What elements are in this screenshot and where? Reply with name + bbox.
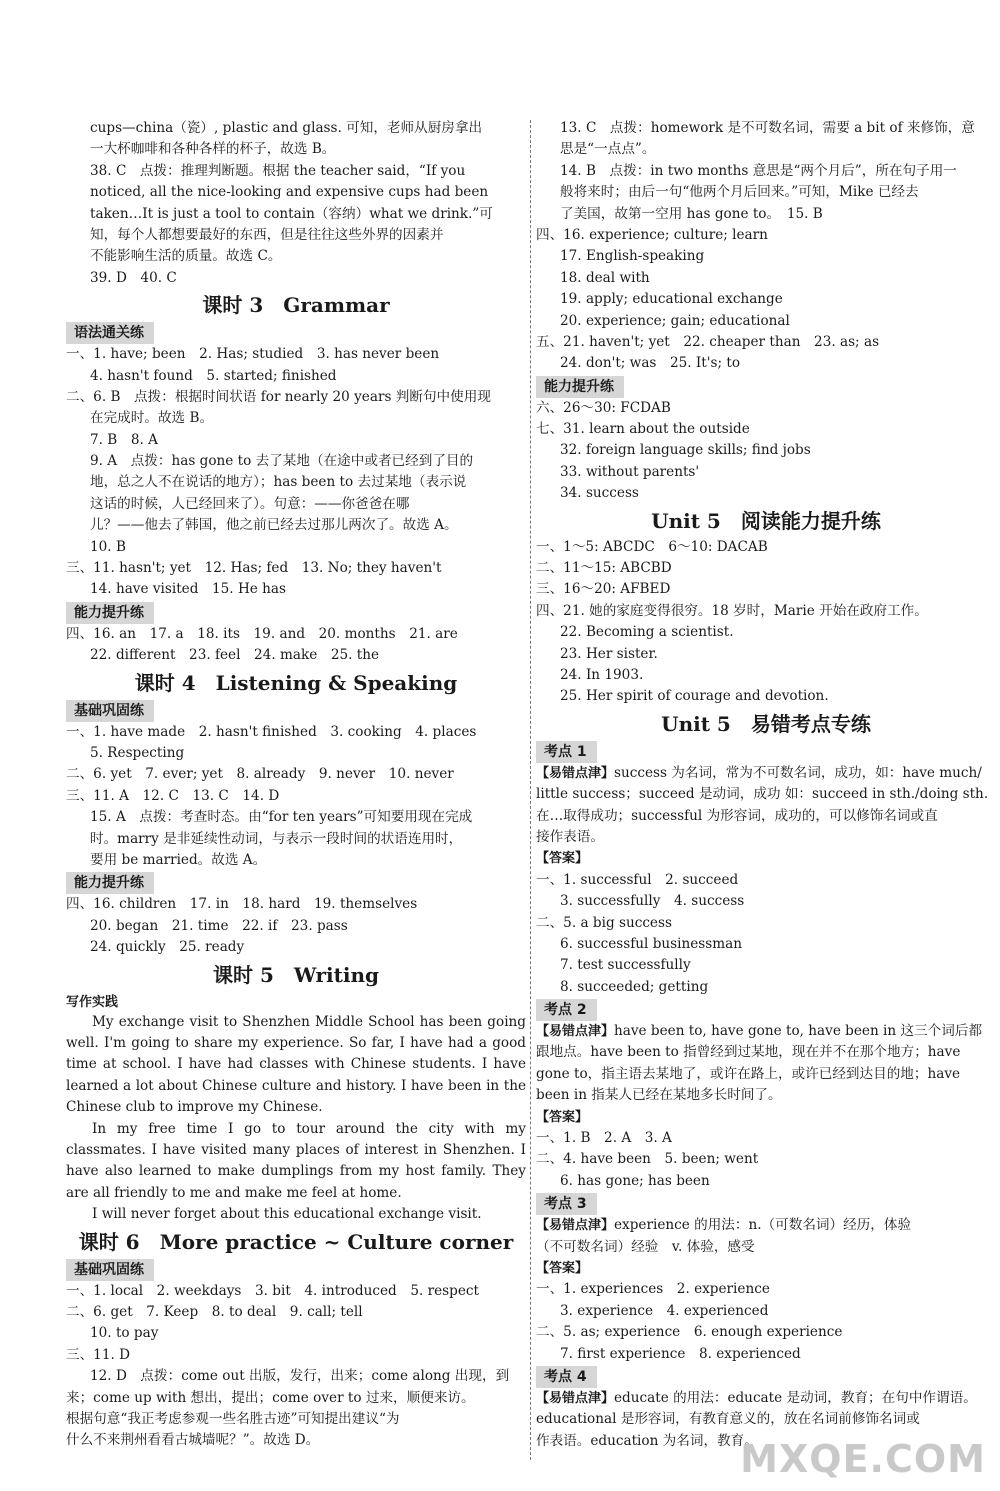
essay-paragraph: I will never forget about this educational exchange visit. bbox=[92, 1206, 482, 1223]
text-line: 知，每个人都想要最好的东西，但是往往这些外界的因素并 bbox=[90, 226, 444, 243]
left-column bbox=[66, 118, 526, 1452]
text-line: 四、16. an 17. a 18. its 19. and 20. months 21. are bbox=[66, 625, 458, 642]
text-line: 了美国，故第一空用 has gone to。 15. B bbox=[560, 205, 823, 222]
text-line: 24. In 1903. bbox=[560, 666, 644, 683]
section-tag: 语法通关练 bbox=[66, 322, 154, 344]
text-line: 二、6. B 点拨：根据时间状语 for nearly 20 years 判断句中使用现 bbox=[66, 388, 491, 405]
lesson-title: 课时 6 More practice ~ Culture corner bbox=[78, 1229, 514, 1254]
kaodian-tag: 考点 1 bbox=[536, 741, 597, 763]
text-line: 思是“一点点”。 bbox=[560, 141, 656, 158]
text-line: 12. D 点拨：come out 出版，发行，出来；come along 出现，到 bbox=[90, 1368, 510, 1385]
text-line: 根据句意“我正考虑参观一些名胜古迹”可知提出建议“为 bbox=[66, 1410, 400, 1427]
text-line: 20. began 21. time 22. if 23. pass bbox=[90, 917, 348, 934]
text-line: noticed, all the nice-looking and expensive cups had been bbox=[90, 184, 489, 201]
section-tag: 能力提升练 bbox=[536, 376, 624, 398]
text-line: 6. has gone; has been bbox=[560, 1172, 710, 1189]
text-line: 来；come up with 想出，提出；come over to 过来，顺便来访。 bbox=[66, 1389, 475, 1406]
answer-label: 【答案】 bbox=[536, 1109, 589, 1125]
lesson-title: 课时 4 Listening & Speaking bbox=[134, 670, 458, 695]
text-line: 19. apply; educational exchange bbox=[560, 291, 783, 308]
text-line: 一、1～5: ABCDC 6～10: DACAB bbox=[536, 538, 768, 555]
kaodian-tag: 考点 2 bbox=[536, 999, 597, 1021]
text-line: 13. C 点拨：homework 是不可数名词，需要 a bit of 来修饰，意 bbox=[560, 120, 975, 136]
text-line: 六、26～30: FCDAB bbox=[536, 399, 671, 416]
text-line: 四、21. 她的家庭变得很穷。18 岁时，Marie 开始在政府工作。 bbox=[536, 602, 928, 619]
text-line: 跟地点。have been to 指曾经到过某地，现在并不在那个地方；have bbox=[536, 1044, 961, 1061]
text-line: 22. Becoming a scientist. bbox=[560, 624, 734, 641]
tip-label: 【易错点津】 bbox=[536, 1024, 615, 1040]
text-line: 10. B bbox=[90, 538, 126, 555]
text-line: 14. B 点拨：in two months 意思是“两个月后”，所在句子用一 bbox=[560, 162, 957, 179]
text-line: 这话的时候，人已经回来了）。句意：——你爸爸在哪 bbox=[90, 495, 410, 512]
tip-text: have been to, have gone to, have been in 这三个词后都 bbox=[614, 1023, 983, 1040]
text-line: been in 指某人已经在某地多长时间了。 bbox=[536, 1087, 782, 1104]
essay bbox=[66, 1012, 526, 1226]
tip-label: 【易错点津】 bbox=[536, 765, 615, 781]
text-line: 24. quickly 25. ready bbox=[90, 939, 245, 956]
text-line: 24. don't; was 25. It's; to bbox=[560, 355, 741, 372]
text-line: 38. C 点拨：推理判断题。根据 the teacher said，“If you bbox=[90, 162, 466, 179]
text-line: 9. A 点拨：has gone to 去了某地（在途中或者已经到了目的 bbox=[90, 453, 474, 470]
text-line: 7. B 8. A bbox=[90, 431, 158, 448]
text-line: 7. first experience 8. experienced bbox=[560, 1345, 801, 1362]
text-line: 三、11. hasn't; yet 12. Has; fed 13. No; they haven't bbox=[66, 560, 442, 577]
text-line: 在完成时。故选 B。 bbox=[90, 410, 214, 427]
text-line: 20. experience; gain; educational bbox=[560, 312, 790, 329]
text-line: 三、11. D bbox=[66, 1346, 131, 1363]
section-label: 写作实践 bbox=[66, 994, 119, 1010]
column-divider bbox=[530, 120, 531, 1460]
text-line: 一、1. local 2. weekdays 3. bit 4. introduced 5. respect bbox=[66, 1282, 479, 1299]
text-line: 不能影响生活的质量。故选 C。 bbox=[90, 248, 282, 265]
tip-text: success 为名词，常为不可数名词，成功，如：have much/ bbox=[614, 764, 982, 781]
text-line: 二、5. a big success bbox=[536, 914, 672, 931]
text-line: little success；succeed 是动词，成功 如：succeed in sth./doing sth. bbox=[536, 786, 989, 803]
text-line: 一、1. successful 2. succeed bbox=[536, 871, 739, 888]
text-line: 3. successfully 4. success bbox=[560, 893, 745, 910]
text-line: 25. Her spirit of courage and devotion. bbox=[560, 688, 829, 705]
text-line: 二、4. have been 5. been; went bbox=[536, 1151, 759, 1168]
text-line: 三、16～20: AFBED bbox=[536, 581, 671, 598]
tip-label: 【易错点津】 bbox=[536, 1390, 615, 1406]
text-line: 5. Respecting bbox=[90, 744, 185, 761]
text-line: 3. experience 4. experienced bbox=[560, 1302, 769, 1319]
section-tag: 能力提升练 bbox=[66, 872, 154, 894]
text-line: 四、16. experience; culture; learn bbox=[536, 226, 768, 243]
text-line: 三、11. A 12. C 13. C 14. D bbox=[66, 787, 280, 804]
lesson-title: 课时 5 Writing bbox=[213, 962, 379, 987]
answer-label: 【答案】 bbox=[536, 851, 589, 867]
text-line: cups—china（瓷）, plastic and glass. 可知，老师从厨房拿出 bbox=[90, 120, 483, 136]
text-line: 23. Her sister. bbox=[560, 645, 658, 662]
text-line: 4. hasn't found 5. started; finished bbox=[90, 367, 337, 384]
text-line: 一大杯咖啡和各种各样的杯子，故选 B。 bbox=[90, 141, 336, 158]
text-line: 14. have visited 15. He has bbox=[90, 581, 286, 598]
text-line: 二、5. as; experience 6. enough experience bbox=[536, 1324, 843, 1341]
text-line: 34. success bbox=[560, 485, 639, 502]
text-line: taken…It is just a tool to contain（容纳）what we drink.”可 bbox=[90, 205, 493, 222]
text-line: 作表语。education 为名词，教育。 bbox=[536, 1432, 758, 1449]
text-line: 二、6. get 7. Keep 8. to deal 9. call; tell bbox=[66, 1303, 363, 1320]
text-line: 一、1. have made 2. hasn't finished 3. cooking 4. places bbox=[66, 723, 477, 740]
text-line: 22. different 23. feel 24. make 25. the bbox=[90, 647, 380, 664]
text-line: 时。marry 是非延续性动词，与表示一段时间的状语连用时， bbox=[90, 830, 463, 847]
text-line: 二、6. yet 7. ever; yet 8. already 9. never 10. never bbox=[66, 766, 454, 783]
text-line: 要用 be married。故选 A。 bbox=[90, 851, 267, 868]
text-line: 四、16. children 17. in 18. hard 19. themselves bbox=[66, 896, 418, 913]
kaodian-tag: 考点 4 bbox=[536, 1366, 597, 1388]
tip-text: educate 的用法：educate 是动词，教育；在句中作谓语。 bbox=[614, 1389, 977, 1406]
answer-label: 【答案】 bbox=[536, 1260, 589, 1276]
text-line: 6. successful businessman bbox=[560, 935, 742, 952]
text-line: 般将来时；由后一句“他两个月后回来。”可知，Mike 已经去 bbox=[560, 184, 919, 201]
unit-title: Unit 5 阅读能力提升练 bbox=[651, 508, 881, 533]
section-tag: 基础巩固练 bbox=[66, 700, 154, 722]
text-line: （不可数名词）经验 v. 体验，感受 bbox=[536, 1238, 755, 1255]
text-line: 32. foreign language skills; find jobs bbox=[560, 442, 811, 459]
section-tag: 能力提升练 bbox=[66, 602, 154, 624]
lesson-title: 课时 3 Grammar bbox=[202, 293, 390, 318]
text-line: 33. without parents' bbox=[560, 463, 700, 480]
kaodian-tag: 考点 3 bbox=[536, 1193, 597, 1215]
text-line: 一、1. experiences 2. experience bbox=[536, 1281, 770, 1298]
text-line: educational 是形容词，有教育意义的，放在名词前修饰名词或 bbox=[536, 1411, 920, 1428]
essay-paragraph: My exchange visit to Shenzhen Middle School has been going well. I'm going to share my experience. So far, I have had a good time at school. I have had classes with Chinese students. I have learned a lot about Chinese culture and history. I have been in the Chinese club to improve my Chinese. bbox=[66, 1013, 526, 1116]
text-line: 什么不来荆州看看古城墙呢？”。故选 D。 bbox=[66, 1432, 320, 1449]
text-line: 接作表语。 bbox=[536, 828, 604, 845]
text-line: 10. to pay bbox=[90, 1325, 159, 1342]
unit-title: Unit 5 易错考点专练 bbox=[661, 711, 871, 736]
tip-label: 【易错点津】 bbox=[536, 1218, 615, 1234]
essay-paragraph: In my free time I go to tour around the city with my classmates. I have visited many places of interest in Shenzhen. I have also learned to make dumplings from my host family. They are all friendly to me and make me feel at home. bbox=[66, 1120, 526, 1201]
right-column bbox=[536, 118, 996, 1452]
text-line: 18. deal with bbox=[560, 269, 650, 286]
text-line: 一、1. have; been 2. Has; studied 3. has never been bbox=[66, 346, 440, 363]
section-tag: 基础巩固练 bbox=[66, 1259, 154, 1281]
text-line: 7. test successfully bbox=[560, 957, 691, 974]
tip-text: experience 的用法：n.（可数名词）经历，体验 bbox=[614, 1217, 912, 1234]
watermark: MXQE.COM bbox=[740, 1437, 986, 1481]
text-line: gone to，指主语去某地了，或许在路上，或许已经到达目的地；have bbox=[536, 1065, 961, 1082]
text-line: 39. D 40. C bbox=[90, 269, 177, 286]
text-line: 17. English-speaking bbox=[560, 248, 705, 265]
text-line: 地，总之人不在说话的地方）；has been to 去过某地（表示说 bbox=[90, 474, 467, 491]
text-line: 8. succeeded; getting bbox=[560, 978, 709, 995]
text-line: 二、11～15: ABCBD bbox=[536, 560, 672, 577]
text-line: 一、1. B 2. A 3. A bbox=[536, 1130, 672, 1147]
text-line: 五、21. haven't; yet 22. cheaper than 23. as; as bbox=[536, 333, 880, 350]
text-line: 儿？——他去了韩国，他之前已经去过那儿两次了。故选 A。 bbox=[90, 517, 458, 534]
text-line: 七、31. learn about the outside bbox=[536, 421, 750, 438]
text-line: 15. A 点拨：考查时态。由“for ten years”可知要用现在完成 bbox=[90, 809, 473, 826]
text-line: 在…取得成功；successful 为形容词，成功的，可以修饰名词或直 bbox=[536, 807, 938, 824]
